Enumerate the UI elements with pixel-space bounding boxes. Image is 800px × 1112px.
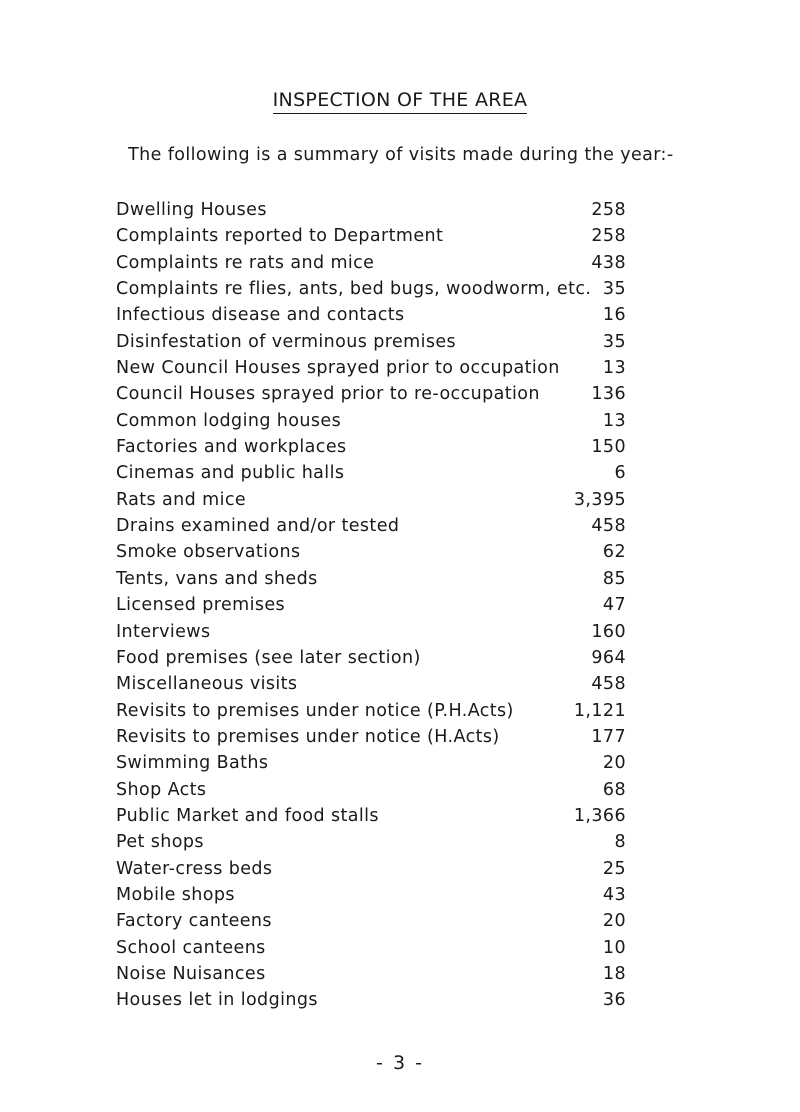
table-row <box>116 595 626 621</box>
table-row <box>116 542 626 568</box>
table-row <box>116 437 626 463</box>
table-row <box>116 964 626 990</box>
row-label: Dwelling Houses <box>116 200 267 220</box>
row-label: Pet shops <box>116 832 204 853</box>
table-row <box>116 463 626 489</box>
table-row <box>116 279 626 305</box>
row-label: Food premises (see later section) <box>116 647 421 668</box>
row-label: Cinemas and public halls <box>116 463 345 484</box>
row-value: 150 <box>591 437 626 458</box>
row-label: Revisits to premises under notice (P.H.Acts) <box>116 700 514 721</box>
row-value: 20 <box>602 911 626 932</box>
table-row <box>116 569 626 595</box>
table-row <box>116 332 626 358</box>
row-label: Rats and mice <box>116 489 247 510</box>
page-number: - 3 - <box>376 1052 424 1074</box>
table-row <box>116 200 626 226</box>
row-value: 35 <box>602 331 626 352</box>
row-value: 258 <box>591 226 626 247</box>
row-label: Smoke observations <box>116 542 301 563</box>
table-row <box>116 990 626 1016</box>
row-label: Noise Nuisances <box>116 963 266 984</box>
table-row <box>116 384 626 410</box>
table-row <box>116 648 626 674</box>
row-value: 458 <box>591 674 626 695</box>
row-value: 25 <box>602 858 626 879</box>
row-value: 438 <box>591 252 626 273</box>
row-label: Houses let in lodgings <box>116 990 318 1011</box>
row-value: 43 <box>602 884 626 905</box>
row-label: Mobile shops <box>116 884 235 905</box>
table-row <box>116 701 626 727</box>
visits-table <box>116 200 626 1017</box>
row-label: Factories and workplaces <box>116 437 347 458</box>
row-value: 8 <box>614 832 626 853</box>
row-label: Licensed premises <box>116 595 286 616</box>
row-label: Water-cress beds <box>116 858 273 879</box>
row-value: 16 <box>602 305 626 326</box>
table-row <box>116 780 626 806</box>
row-value: 136 <box>591 384 626 405</box>
row-value: 3,395 <box>573 489 626 510</box>
row-label: Miscellaneous visits <box>116 674 298 695</box>
row-value: 68 <box>602 779 626 800</box>
row-label: Tents, vans and sheds <box>116 568 318 589</box>
row-label: Swimming Baths <box>116 753 269 774</box>
row-value: 35 <box>602 279 626 300</box>
row-value: 10 <box>602 937 626 958</box>
table-row <box>116 358 626 384</box>
row-value: 177 <box>591 726 626 747</box>
row-label: Disinfestation of verminous premises <box>116 331 457 352</box>
row-value: 20 <box>602 753 626 774</box>
row-value: 18 <box>602 963 626 984</box>
row-value: 160 <box>591 621 626 642</box>
row-label: Shop Acts <box>116 779 207 800</box>
row-value: 1,121 <box>573 700 626 721</box>
row-label: Complaints reported to Department <box>116 226 444 247</box>
row-label: Revisits to premises under notice (H.Acts) <box>116 726 500 747</box>
row-label: Public Market and food stalls <box>116 805 379 826</box>
row-value: 47 <box>602 595 626 616</box>
row-value: 13 <box>602 410 626 431</box>
row-value: 13 <box>602 358 626 379</box>
table-row <box>116 832 626 858</box>
table-row <box>116 226 626 252</box>
row-value: 258 <box>591 200 626 220</box>
table-row <box>116 806 626 832</box>
table-row <box>116 253 626 279</box>
table-row <box>116 516 626 542</box>
table-row <box>116 911 626 937</box>
row-label: Common lodging houses <box>116 410 342 431</box>
intro-text: The following is a summary of visits made during the year:- <box>128 145 674 165</box>
row-label: Infectious disease and contacts <box>116 305 405 326</box>
row-label: Complaints re rats and mice <box>116 252 375 273</box>
page-title <box>0 88 800 114</box>
table-row <box>116 859 626 885</box>
row-value: 85 <box>602 568 626 589</box>
page-title-text: INSPECTION OF THE AREA <box>273 88 528 114</box>
row-value: 6 <box>614 463 626 484</box>
table-row <box>116 622 626 648</box>
table-row <box>116 490 626 516</box>
table-row <box>116 727 626 753</box>
row-label: Complaints re flies, ants, bed bugs, woodworm, etc. <box>116 279 592 300</box>
row-value: 36 <box>602 990 626 1011</box>
row-label: Interviews <box>116 621 211 642</box>
table-row <box>116 938 626 964</box>
row-label: New Council Houses sprayed prior to occupation <box>116 358 560 379</box>
row-value: 1,366 <box>573 805 626 826</box>
row-label: School canteens <box>116 937 266 958</box>
row-value: 458 <box>591 516 626 537</box>
row-label: Factory canteens <box>116 911 272 932</box>
table-row <box>116 674 626 700</box>
row-label: Drains examined and/or tested <box>116 516 400 537</box>
table-row <box>116 411 626 437</box>
row-value: 964 <box>591 647 626 668</box>
row-label: Council Houses sprayed prior to re-occupation <box>116 384 540 405</box>
table-row <box>116 305 626 331</box>
table-row <box>116 885 626 911</box>
row-value: 62 <box>602 542 626 563</box>
table-row <box>116 753 626 779</box>
